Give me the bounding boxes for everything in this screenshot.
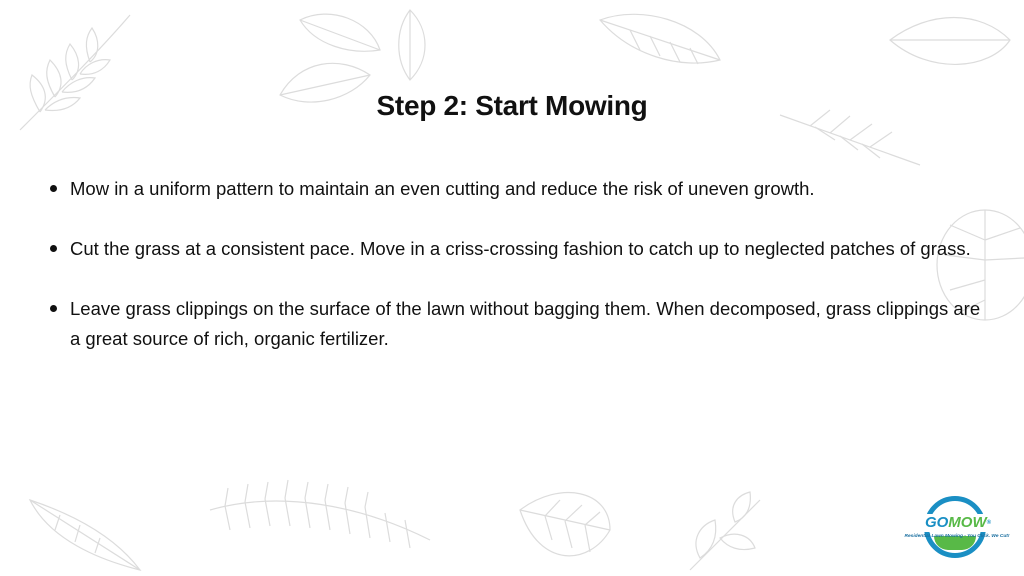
tropical-leaf-icon xyxy=(600,14,720,64)
leaf-cluster-icon xyxy=(280,10,425,102)
slide-title: Step 2: Start Mowing xyxy=(376,90,648,121)
bullet-item xyxy=(48,234,988,264)
logo-wordmark xyxy=(906,514,1010,532)
logo-go-text: GO xyxy=(924,514,949,531)
banana-leaf-icon xyxy=(30,500,140,570)
bullet-dot-icon xyxy=(50,185,57,192)
bullet-text: Cut the grass at a consistent pace. Move in a criss-crossing fashion to catch up to neglected patches of grass. xyxy=(70,238,971,259)
logo-mow-text: MOW xyxy=(948,514,987,531)
leaf-sprig-icon xyxy=(690,492,760,570)
bullet-list xyxy=(48,174,988,384)
logo-registered-mark: ® xyxy=(986,520,992,526)
gomow-logo xyxy=(898,492,1016,568)
bullet-dot-icon xyxy=(50,305,57,312)
bullet-item xyxy=(48,294,988,354)
bullet-dot-icon xyxy=(50,245,57,252)
logo-tagline: Residential Lawn Mowing - You Click. We Cut! xyxy=(904,534,1010,539)
birch-leaf-icon xyxy=(520,493,610,556)
fern-frond-icon xyxy=(210,480,430,548)
bullet-item xyxy=(48,174,988,204)
bullet-text: Mow in a uniform pattern to maintain an even cutting and reduce the risk of uneven growth. xyxy=(70,178,815,199)
bullet-text: Leave grass clippings on the surface of the lawn without bagging them. When decomposed, grass clippings are a great source of rich, organic fertilizer. xyxy=(70,298,981,349)
